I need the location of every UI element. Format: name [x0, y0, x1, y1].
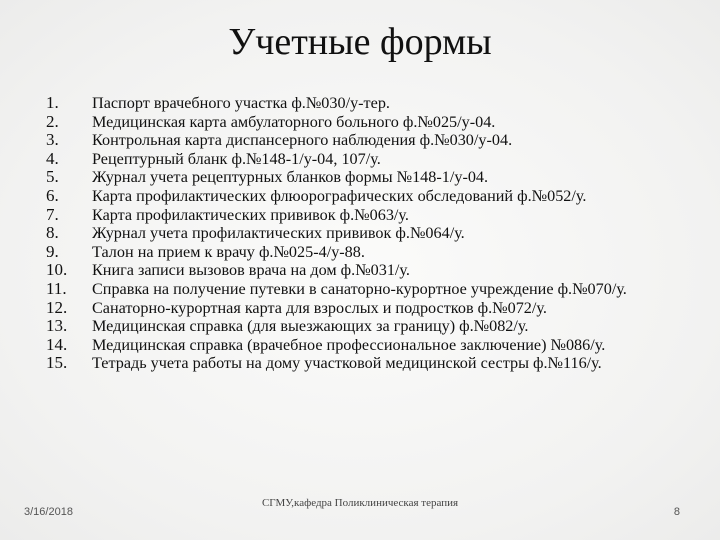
item-number: 7.	[46, 204, 59, 224]
item-text: Справка на получение путевки в санаторно-курортное учреждение ф.№070/у.	[92, 279, 627, 298]
item-text: Книга записи вызовов врача на дом ф.№031/у.	[92, 261, 410, 280]
item-number: 13.	[46, 316, 68, 336]
list-item	[46, 336, 706, 355]
list-item	[46, 280, 706, 299]
item-number: 9.	[46, 241, 59, 261]
list-item	[46, 243, 706, 262]
item-number: 10.	[46, 260, 68, 280]
item-number: 14.	[46, 334, 68, 354]
item-text: Журнал учета рецептурных бланков формы №148-1/у-04.	[92, 168, 489, 187]
item-number: 6.	[46, 185, 59, 205]
footer-department: СГМУ,кафедра Поликлиническая терапия	[261, 497, 459, 509]
item-text: Медицинская справка (для выезжающих за границу) ф.№082/у.	[92, 317, 529, 336]
slide-title: Учетные формы	[228, 21, 492, 63]
item-text: Медицинская карта амбулаторного больного ф.№025/у-04.	[92, 112, 496, 131]
list-item	[46, 224, 706, 243]
item-text: Талон на прием к врачу ф.№025-4/у-88.	[92, 242, 365, 261]
list-item	[46, 94, 706, 113]
item-text: Тетрадь учета работы на дому участковой медицинской сестры ф.№116/у.	[92, 354, 602, 373]
item-number: 4.	[46, 148, 59, 168]
list-item	[46, 113, 706, 132]
list-item	[46, 187, 706, 206]
item-text: Паспорт врачебного участка ф.№030/у-тер.	[92, 94, 390, 112]
item-text: Журнал учета профилактических прививок ф.№064/у.	[92, 224, 465, 243]
item-number: 8.	[46, 223, 59, 243]
item-text: Карта профилактических флюорографических обследований ф.№052/у.	[92, 186, 587, 205]
item-text: Контрольная карта диспансерного наблюдения ф.№030/у-04.	[92, 131, 513, 150]
item-number: 15.	[46, 353, 68, 373]
item-number: 11.	[46, 278, 67, 298]
list-item	[46, 131, 706, 150]
item-number: 2.	[46, 111, 59, 131]
list-item	[46, 168, 706, 187]
item-number: 12.	[46, 297, 68, 317]
item-text: Рецептурный бланк ф.№148-1/у-04, 107/у.	[92, 149, 381, 168]
item-number: 5.	[46, 167, 59, 187]
list-item	[46, 150, 706, 169]
item-text: Медицинская справка (врачебное профессиональное заключение) №086/у.	[92, 335, 606, 354]
list-item	[46, 299, 706, 318]
item-text: Санаторно-курортная карта для взрослых и подростков ф.№072/у.	[92, 298, 547, 317]
item-number: 3.	[46, 130, 59, 150]
forms-list	[46, 94, 706, 373]
list-item	[46, 317, 706, 336]
list-item	[46, 354, 706, 373]
list-item	[46, 261, 706, 280]
item-text: Карта профилактических прививок ф.№063/у.	[92, 205, 409, 224]
list-item	[46, 206, 706, 225]
item-number: 1.	[46, 93, 59, 112]
footer-date: 3/16/2018	[24, 506, 73, 518]
page-number: 8	[673, 506, 680, 518]
